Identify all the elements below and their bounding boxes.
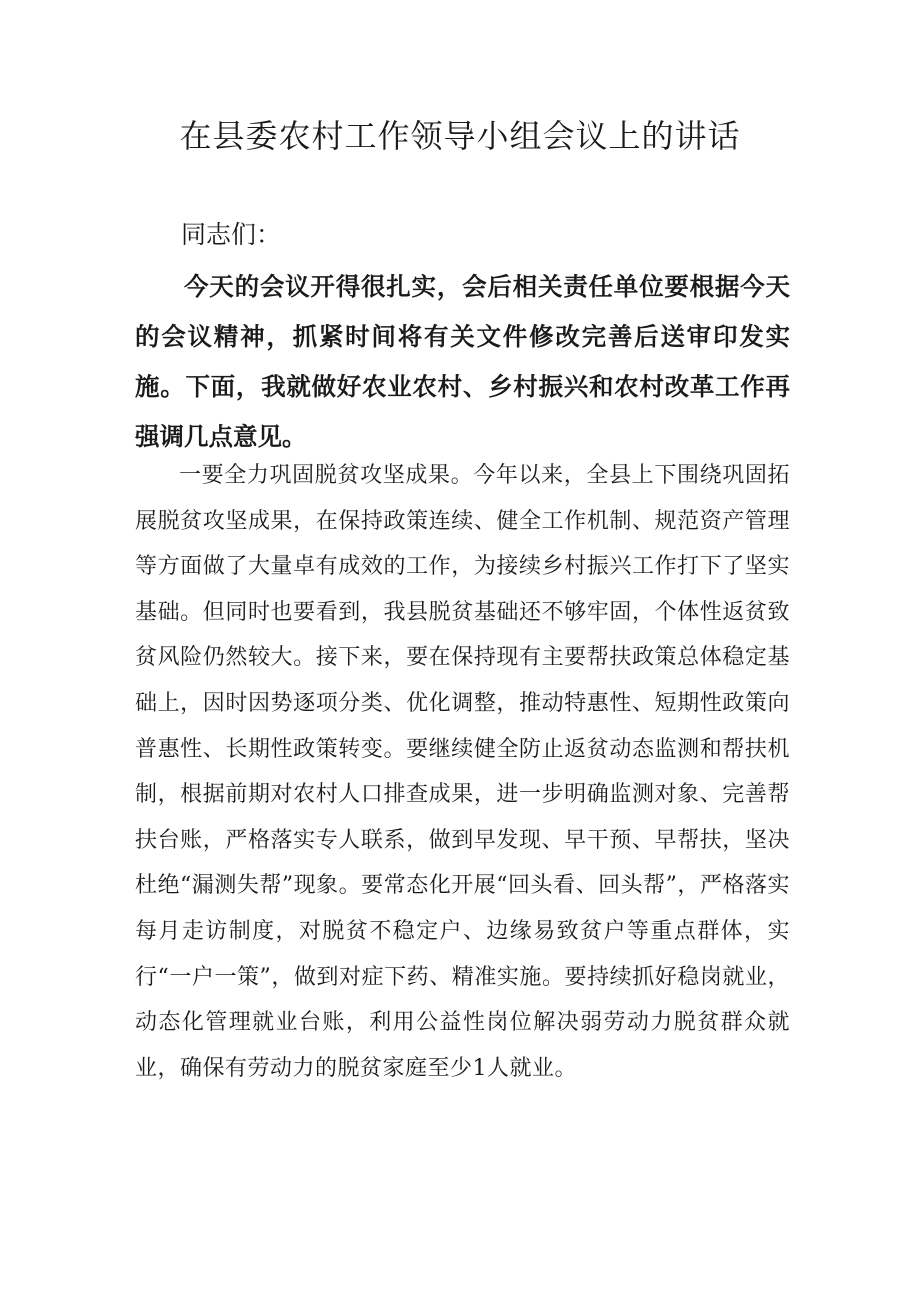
document-title: 在县委农村工作领导小组会议上的讲话 bbox=[179, 117, 741, 155]
salutation: 同志们： bbox=[181, 220, 282, 249]
paragraph-point-one: 一要全力巩固脱贫攻坚成果。今年以来，全县上下围绕巩固拓展脱贫攻坚成果，在保持政策连续、健全工作机制、规范资产管理等方面做了大量卓有成效的工作，为接续乡村振兴工作打下了坚实基础。但同时也要看到，我县脱贫基础还不够牢固，个体性返贫致贫风险仍然较大。接下来，要在保持现有主要帮扶政策总体稳定基础上，因时因势逐项分类、优化调整，推动特惠性、短期性政策向普惠性、长期性政策转变。要继续健全防止返贫动态监测和帮扶机制，根据前期对农村人口排查成果，进一步明确监测对象、完善帮扶台账，严格落实专人联系，做到早发现、早干预、早帮扶，坚决杜绝“漏测失帮”现象。要常态化开展“回头看、回头帮”，严格落实每月走访制度，对脱贫不稳定户、边缘易致贫户等重点群体，实行“一户一策”，做到对症下药、精准实施。要持续抓好稳岗就业，动态化管理就业台账，利用公益性岗位解决弱劳动力脱贫群众就业，确保有劳动力的脱贫家庭至少1人就业。 bbox=[135, 463, 790, 1081]
paragraph-intro: 今天的会议开得很扎实，会后相关责任单位要根据今天的会议精神，抓紧时间将有关文件修改完善后送审印发实施。下面，我就做好农业农村、乡村振兴和农村改革工作再强调几点意见。 bbox=[135, 272, 790, 451]
